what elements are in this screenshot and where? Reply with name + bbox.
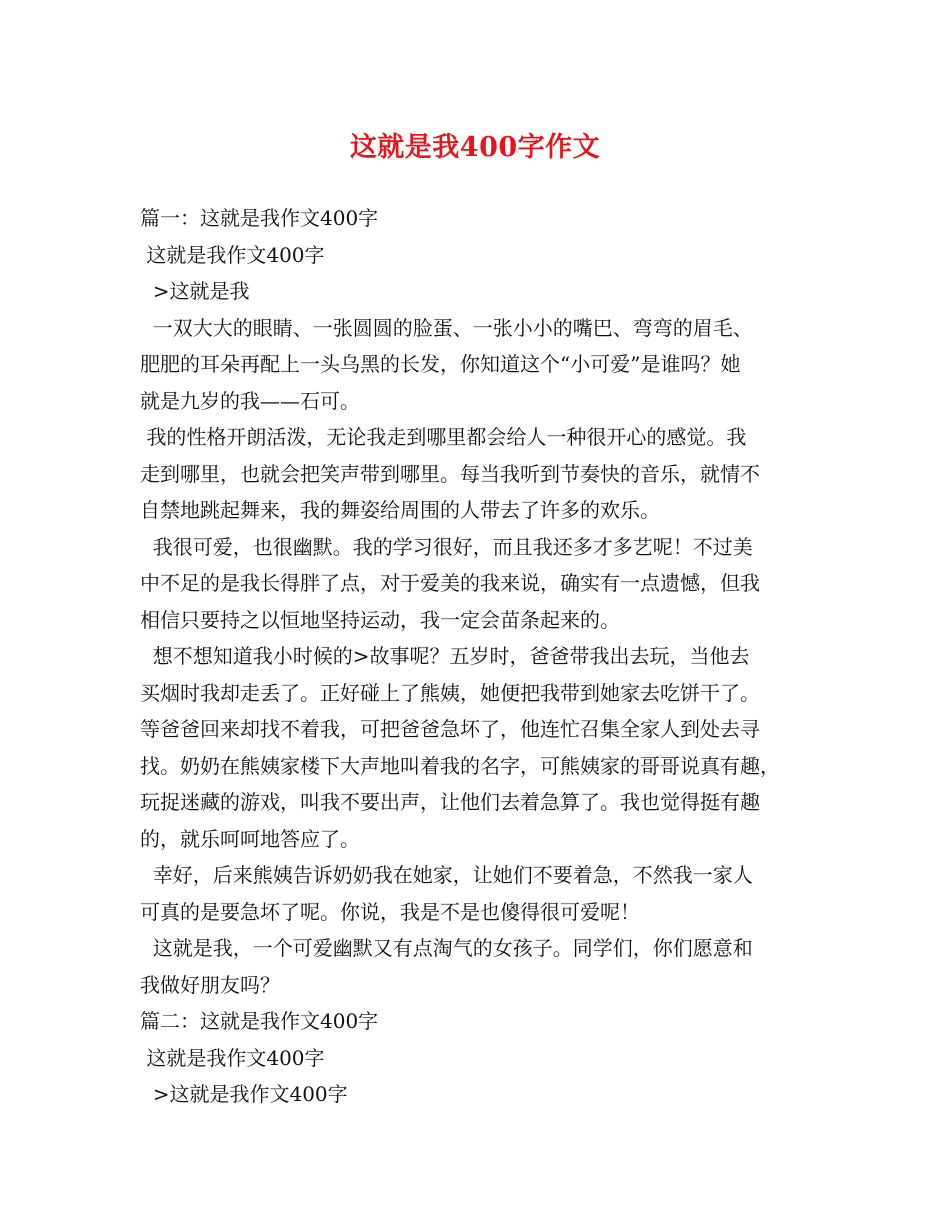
- text-line: 等爸爸回来却找不着我，可把爸爸急坏了，他连忙召集全家人到处去寻: [140, 717, 760, 741]
- text-line: 想不想知道我小时候的>故事呢？五岁时，爸爸带我出去玩，当他去: [140, 644, 750, 668]
- text-line: 买烟时我却走丢了。正好碰上了熊姨，她便把我带到她家去吃饼干了。: [140, 680, 760, 705]
- text-line: 这就是我，一个可爱幽默又有点淘气的女孩子。同学们，你们愿意和: [140, 936, 753, 960]
- text-line: 幸好，后来熊姨告诉奶奶我在她家，让她们不要着急，不然我一家人: [140, 863, 753, 887]
- text-line: 中不足的是我长得胖了点，对于爱美的我来说，确实有一点遗憾，但我: [140, 571, 760, 595]
- text-line: 这就是我作文400字: [140, 242, 325, 267]
- text-line: 我很可爱，也很幽默。我的学习很好，而且我还多才多艺呢！不过美: [140, 534, 753, 559]
- text-line: 可真的是要急坏了呢。你说，我是不是也傻得很可爱呢！: [140, 899, 640, 924]
- text-line: 的，就乐呵呵地答应了。: [140, 826, 360, 851]
- text-line: 我的性格开朗活泼，无论我走到哪里都会给人一种很开心的感觉。我: [140, 425, 747, 449]
- text-line: 就是九岁的我——石可。: [140, 388, 360, 413]
- text-line: 走到哪里，也就会把笑声带到哪里。每当我听到节奏快的音乐，就情不: [140, 461, 760, 486]
- text-line: 找。奶奶在熊姨家楼下大声地叫着我的名字，可熊姨家的哥哥说真有趣，: [140, 753, 780, 778]
- document-body: [140, 200, 830, 1113]
- text-line: 自禁地跳起舞来，我的舞姿给周围的人带去了许多的欢乐。: [140, 498, 660, 522]
- text-line: 篇二：这就是我作文400字: [140, 1009, 379, 1033]
- text-line: >这就是我作文400字: [140, 1082, 348, 1106]
- document-title: 这就是我400字作文: [349, 132, 601, 163]
- text-line: 玩捉迷藏的游戏，叫我不要出声，让他们去着急算了。我也觉得挺有趣: [140, 790, 760, 814]
- text-line: 篇一：这就是我作文400字: [140, 206, 379, 230]
- text-line: 肥肥的耳朵再配上一头乌黑的长发，你知道这个“小可爱”是谁吗？她: [140, 352, 741, 376]
- text-line: 我做好朋友吗？: [140, 972, 280, 997]
- text-line: >这就是我: [140, 279, 250, 303]
- text-line: 一双大大的眼睛、一张圆圆的脸蛋、一张小小的嘴巴、弯弯的眉毛、: [140, 315, 753, 340]
- text-line: 相信只要持之以恒地坚持运动，我一定会苗条起来的。: [140, 607, 620, 632]
- text-line: 这就是我作文400字: [140, 1045, 325, 1070]
